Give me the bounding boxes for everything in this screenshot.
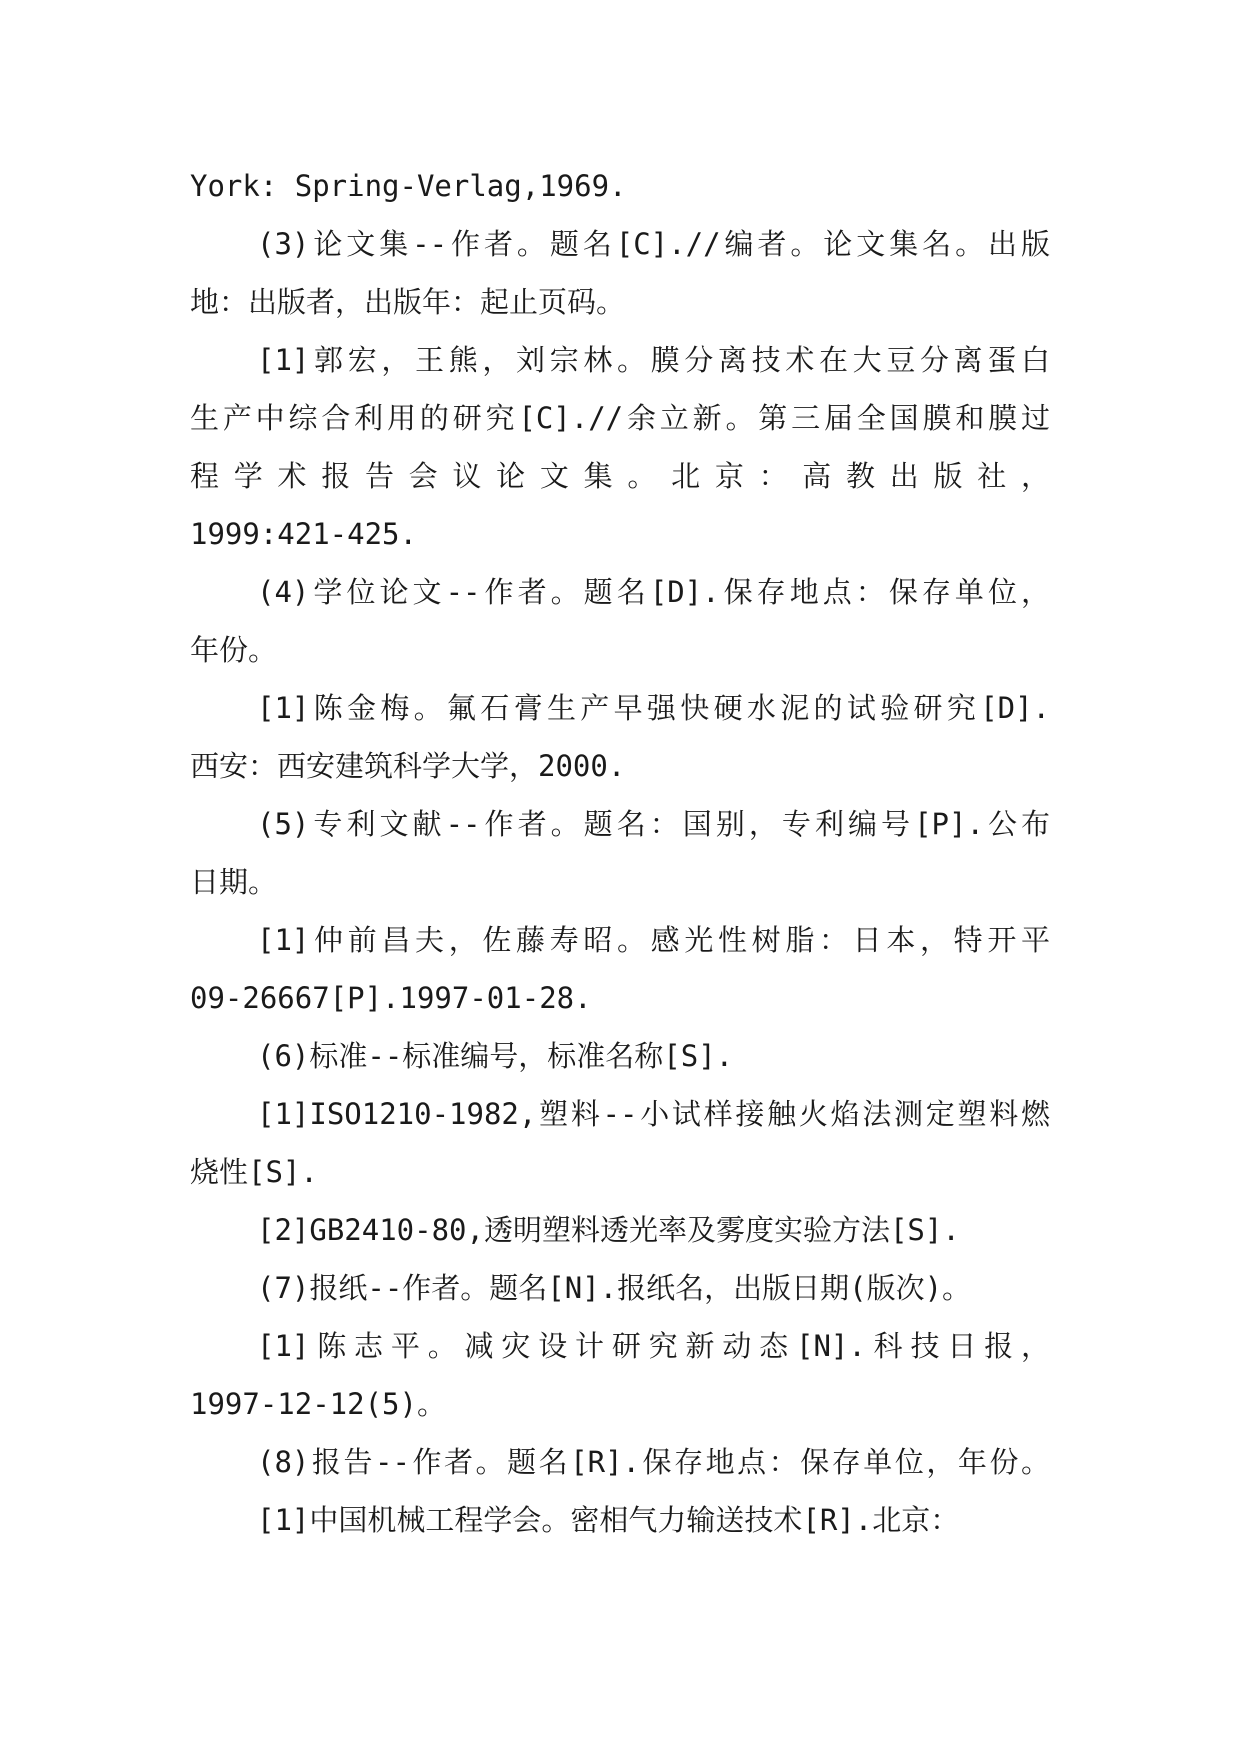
text-line: 1997-12-12(5)。	[190, 1387, 446, 1421]
text-line: (8)报告--作者。题名[R].保存地点：保存单位，年份。	[257, 1445, 1050, 1479]
text-line: 烧性[S].	[190, 1155, 318, 1189]
text-line: (6)标准--标准编号，标准名称[S].	[257, 1039, 734, 1073]
text-line: 1999:421-425.	[190, 517, 417, 551]
text-line: [1]陈金梅。氟石膏生产早强快硬水泥的试验研究[D].	[257, 691, 1050, 725]
text-line: 日期。	[190, 865, 278, 899]
text-line: (3)论文集--作者。题名[C].//编者。论文集名。出版	[257, 227, 1050, 261]
text-line: [1]ISO1210-1982,塑料--小试样接触火焰法测定塑料燃	[257, 1097, 1050, 1131]
text-line: (7)报纸--作者。题名[N].报纸名，出版日期(版次)。	[257, 1271, 972, 1305]
text-line: [1]陈志平。减灾设计研究新动态[N].科技日报，	[257, 1329, 1050, 1363]
text-line: York: Spring-Verlag,1969.	[190, 169, 627, 203]
text-line: 年份。	[190, 633, 278, 667]
text-line: 西安：西安建筑科学大学，2000.	[190, 749, 626, 783]
text-line: 09-26667[P].1997-01-28.	[190, 981, 592, 1015]
text-line: 地：出版者，出版年：起止页码。	[190, 285, 626, 319]
text-line: [1]仲前昌夫，佐藤寿昭。感光性树脂：日本，特开平	[257, 923, 1050, 957]
text-line: 程学术报告会议论文集。北京：高教出版社，	[190, 459, 1050, 493]
text-line: [1]郭宏，王熊，刘宗林。膜分离技术在大豆分离蛋白	[257, 343, 1050, 377]
text-line: (5)专利文献--作者。题名：国别，专利编号[P].公布	[257, 807, 1050, 841]
text-line: 生产中综合利用的研究[C].//余立新。第三届全国膜和膜过	[190, 401, 1050, 435]
text-line: [1]中国机械工程学会。密相气力输送技术[R].北京：	[257, 1503, 960, 1537]
text-line: (4)学位论文--作者。题名[D].保存地点：保存单位，	[257, 575, 1050, 609]
text-line: [2]GB2410-80,透明塑料透光率及雾度实验方法[S].	[257, 1213, 960, 1247]
